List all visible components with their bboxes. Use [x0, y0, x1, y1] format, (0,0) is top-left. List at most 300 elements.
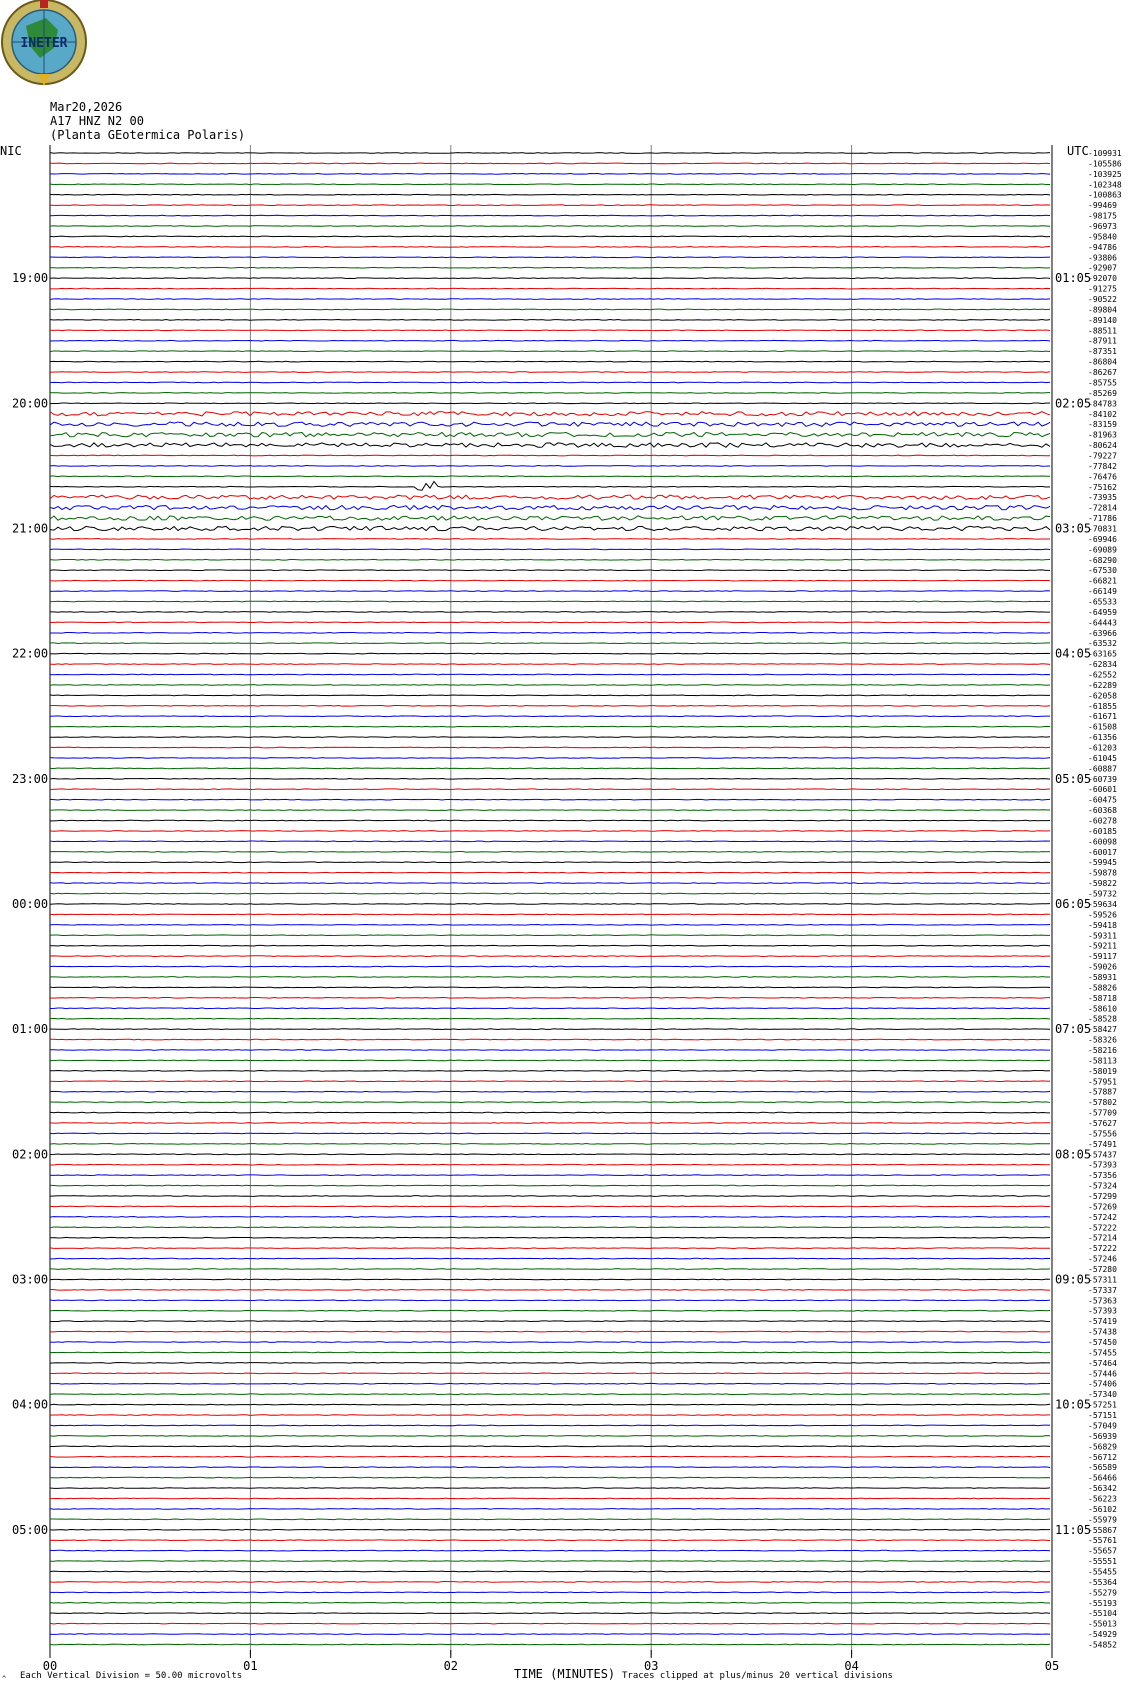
- x-tick-label: 03: [643, 1659, 659, 1673]
- seismic-trace: [50, 1456, 1050, 1457]
- seismic-trace: [50, 1394, 1050, 1395]
- trace-offset-label: -79227: [1088, 451, 1117, 461]
- trace-offset-label: -88511: [1088, 326, 1117, 336]
- seismic-trace: [50, 236, 1050, 237]
- seismic-trace: [50, 1498, 1050, 1499]
- seismic-trace: [50, 340, 1050, 341]
- trace-offset-label: -64959: [1088, 607, 1117, 617]
- trace-offset-label: -60887: [1088, 764, 1117, 774]
- seismic-trace: [50, 1592, 1050, 1593]
- trace-offset-label: -59526: [1088, 910, 1117, 920]
- seismic-trace: [50, 403, 1050, 404]
- trace-offset-label: -71786: [1088, 514, 1117, 523]
- trace-offset-label: -109931: [1088, 149, 1122, 158]
- trace-offset-label: -69089: [1088, 545, 1117, 555]
- seismic-trace: [50, 174, 1050, 175]
- trace-offset-label: -95840: [1088, 232, 1117, 242]
- seismic-trace: [50, 1623, 1050, 1624]
- trace-offset-label: -60017: [1088, 847, 1117, 857]
- trace-offset-label: -60185: [1088, 826, 1117, 836]
- seismic-trace: [50, 351, 1050, 352]
- trace-offset-label: -58528: [1088, 1014, 1117, 1024]
- trace-offset-label: -59311: [1088, 931, 1117, 941]
- seismic-trace: [50, 1196, 1050, 1197]
- trace-offset-label: -98175: [1088, 211, 1117, 221]
- seismic-trace: [50, 288, 1050, 289]
- seismic-trace: [50, 945, 1050, 946]
- seismic-trace: [50, 737, 1050, 738]
- seismic-trace: [50, 1248, 1050, 1249]
- seismic-trace: [50, 1446, 1050, 1447]
- seismic-trace: [50, 1008, 1050, 1009]
- seismic-trace: [50, 747, 1050, 748]
- seismic-trace: [50, 705, 1050, 706]
- trace-offset-label: -57311: [1088, 1275, 1117, 1285]
- trace-offset-label: -63966: [1088, 628, 1117, 638]
- seismic-trace: [50, 1050, 1050, 1051]
- trace-offset-label: -84783: [1088, 399, 1117, 409]
- trace-offset-label: -57393: [1088, 1306, 1117, 1316]
- seismic-trace: [50, 935, 1050, 936]
- seismic-trace: [50, 1290, 1050, 1291]
- seismic-trace: [50, 1602, 1050, 1603]
- seismic-trace: [50, 382, 1050, 383]
- trace-offset-label: -62552: [1088, 670, 1117, 680]
- seismic-trace: [50, 372, 1050, 373]
- seismic-trace: [50, 591, 1050, 592]
- trace-offset-label: -60739: [1088, 774, 1117, 784]
- seismic-trace: [50, 194, 1050, 195]
- trace-offset-label: -57464: [1088, 1358, 1117, 1368]
- trace-offset-label: -57246: [1088, 1254, 1117, 1264]
- seismic-trace: [50, 1123, 1050, 1124]
- trace-offset-label: -80624: [1088, 441, 1117, 450]
- seismic-trace: [50, 455, 1050, 456]
- seismic-trace: [50, 1039, 1050, 1040]
- trace-offset-label: -56712: [1088, 1452, 1117, 1462]
- trace-offset-label: -84102: [1088, 409, 1117, 419]
- seismic-trace: [50, 1227, 1050, 1228]
- trace-offset-label: -96973: [1088, 222, 1117, 231]
- trace-offset-label: -102348: [1088, 180, 1122, 190]
- trace-offset-label: -57324: [1088, 1181, 1117, 1191]
- seismic-trace: [50, 674, 1050, 675]
- trace-offset-label: -57802: [1088, 1098, 1117, 1108]
- trace-offset-label: -57491: [1088, 1139, 1117, 1149]
- right-hour-label: 04:05: [1055, 646, 1092, 661]
- seismic-trace: [50, 643, 1050, 644]
- trace-offset-label: -56342: [1088, 1484, 1117, 1493]
- trace-offset-label: -57242: [1088, 1212, 1117, 1222]
- seismic-trace: [50, 664, 1050, 665]
- trace-offset-label: -87351: [1088, 347, 1117, 357]
- trace-offset-label: -55279: [1088, 1588, 1117, 1598]
- right-hour-label: 03:05: [1055, 521, 1092, 536]
- seismic-trace: [50, 1582, 1050, 1583]
- seismic-trace: [50, 257, 1050, 258]
- trace-offset-label: -56102: [1088, 1504, 1117, 1514]
- ineter-logo: [2, 0, 86, 86]
- seismic-trace: [50, 580, 1050, 581]
- trace-offset-label: -54929: [1088, 1630, 1117, 1640]
- trace-offset-label: -58427: [1088, 1025, 1117, 1035]
- seismic-trace: [50, 987, 1050, 988]
- seismic-trace: [50, 653, 1050, 654]
- trace-offset-label: -57419: [1088, 1317, 1117, 1327]
- trace-offset-label: -57438: [1088, 1327, 1117, 1337]
- seismic-trace: [50, 153, 1050, 154]
- trace-offset-label: -62834: [1088, 660, 1117, 670]
- trace-offset-label: -61671: [1088, 712, 1117, 722]
- trace-offset-label: -60475: [1088, 795, 1117, 805]
- left-hour-label: 23:00: [12, 771, 49, 786]
- right-hour-label: 06:05: [1055, 897, 1092, 911]
- seismic-trace: [50, 841, 1050, 842]
- trace-offset-label: -61356: [1088, 733, 1117, 743]
- seismic-trace: [50, 1488, 1050, 1489]
- seismic-trace: [50, 789, 1050, 790]
- seismic-trace: [50, 1540, 1050, 1541]
- seismic-trace: [50, 1279, 1050, 1280]
- trace-offset-label: -63165: [1088, 649, 1117, 659]
- trace-offset-label: -58326: [1088, 1035, 1117, 1045]
- trace-offset-label: -59117: [1088, 952, 1117, 962]
- left-zone-label: NIC: [0, 144, 22, 158]
- seismic-trace: [50, 1373, 1050, 1374]
- right-hour-label: 02:05: [1055, 396, 1092, 411]
- seismic-trace: [50, 1269, 1050, 1270]
- trace-offset-label: -62058: [1088, 691, 1117, 701]
- scale-note: Each Vertical Division = 50.00 microvolts: [20, 1671, 243, 1681]
- seismic-trace: [50, 1070, 1050, 1071]
- seismic-trace: [50, 601, 1050, 602]
- seismic-trace: [50, 758, 1050, 759]
- date-label: Mar20,2026: [50, 100, 123, 114]
- seismic-trace: [50, 1237, 1050, 1238]
- trace-offset-label: -55979: [1088, 1515, 1117, 1525]
- seismic-trace: [50, 799, 1050, 800]
- seismic-traces: [50, 153, 1050, 1645]
- seismic-trace: [50, 612, 1050, 613]
- trace-offset-label: -55867: [1088, 1525, 1117, 1535]
- seismic-trace: [50, 1383, 1050, 1384]
- seismic-trace: [50, 215, 1050, 216]
- seismic-trace: [50, 632, 1050, 633]
- seismic-trace: [50, 505, 1050, 509]
- right-hour-label: 08:05: [1055, 1147, 1092, 1162]
- trace-offset-label: -86267: [1088, 368, 1117, 377]
- trace-offset-label: -75162: [1088, 482, 1117, 492]
- seismic-trace: [50, 226, 1050, 227]
- trace-offset-label: -73935: [1088, 493, 1117, 503]
- trace-offset-label: -57222: [1088, 1244, 1117, 1254]
- seismic-trace: [50, 810, 1050, 811]
- seismic-trace: [50, 481, 1050, 490]
- seismic-trace: [50, 570, 1050, 571]
- trace-offset-label: -87911: [1088, 336, 1117, 346]
- right-hour-label: 07:05: [1055, 1022, 1092, 1037]
- trace-offset-label: -85755: [1088, 378, 1117, 388]
- seismic-trace: [50, 997, 1050, 998]
- left-hour-label: 02:00: [12, 1147, 49, 1162]
- seismic-trace: [50, 1185, 1050, 1186]
- seismic-trace: [50, 1144, 1050, 1145]
- trace-offset-label: -66149: [1088, 587, 1117, 597]
- seismic-trace: [50, 361, 1050, 362]
- seismic-trace: [50, 1363, 1050, 1364]
- trace-offset-label: -58718: [1088, 993, 1117, 1003]
- trace-offset-label: -59822: [1088, 879, 1117, 889]
- trace-offset-label: -59732: [1088, 889, 1117, 899]
- trace-offset-label: -55013: [1088, 1619, 1117, 1629]
- x-tick-label: 04: [844, 1659, 859, 1673]
- site-label: (Planta GEotermica Polaris): [50, 128, 246, 142]
- trace-offset-label: -63532: [1088, 639, 1117, 649]
- seismic-trace: [50, 1154, 1050, 1155]
- trace-offset-labels: [1088, 149, 1122, 1650]
- station-label: A17 HNZ N2 00: [50, 114, 144, 128]
- trace-offset-label: -57340: [1088, 1390, 1117, 1400]
- trace-offset-label: -68290: [1088, 555, 1117, 565]
- trace-offset-label: -57251: [1088, 1400, 1117, 1410]
- seismic-trace: [50, 1644, 1050, 1645]
- trace-offset-label: -99469: [1088, 201, 1117, 211]
- seismic-trace: [50, 924, 1050, 925]
- trace-offset-label: -61203: [1088, 743, 1117, 753]
- seismic-trace: [50, 1310, 1050, 1311]
- seismic-trace: [50, 393, 1050, 394]
- trace-offset-label: -90522: [1088, 295, 1117, 304]
- trace-offset-label: -69946: [1088, 534, 1117, 544]
- logo-text: INETER: [20, 36, 68, 51]
- seismic-trace: [50, 956, 1050, 957]
- trace-offset-label: -61045: [1088, 753, 1117, 763]
- trace-offset-label: -92070: [1088, 274, 1117, 284]
- trace-offset-label: -57269: [1088, 1202, 1117, 1212]
- seismic-trace: [50, 1561, 1050, 1562]
- seismic-trace: [50, 549, 1050, 550]
- seismic-trace: [50, 1321, 1050, 1322]
- seismic-trace: [50, 977, 1050, 978]
- seismic-trace: [50, 820, 1050, 821]
- x-tick-label: 01: [243, 1659, 258, 1673]
- seismic-trace: [50, 851, 1050, 852]
- trace-offset-label: -65533: [1088, 597, 1117, 607]
- seismic-trace: [50, 526, 1050, 530]
- right-zone-label: UTC: [1067, 144, 1089, 158]
- right-hour-label: 01:05: [1055, 271, 1092, 286]
- seismic-trace: [50, 1352, 1050, 1353]
- trace-offset-label: -56466: [1088, 1473, 1117, 1483]
- right-hour-label: 11:05: [1055, 1522, 1092, 1537]
- left-hour-label: 19:00: [12, 271, 49, 286]
- seismic-trace: [50, 716, 1050, 717]
- trace-offset-label: -86804: [1088, 357, 1117, 367]
- trace-offset-label: -59634: [1088, 900, 1117, 909]
- seismic-trace: [50, 330, 1050, 331]
- trace-offset-label: -57450: [1088, 1338, 1117, 1347]
- seismic-trace: [50, 320, 1050, 321]
- left-hour-label: 03:00: [12, 1272, 49, 1287]
- x-tick-label: 02: [443, 1659, 459, 1673]
- seismic-trace: [50, 516, 1050, 520]
- seismic-trace: [50, 1436, 1050, 1437]
- trace-offset-label: -94786: [1088, 242, 1117, 252]
- seismic-trace: [50, 1529, 1050, 1530]
- trace-offset-label: -57951: [1088, 1077, 1117, 1087]
- seismic-trace: [50, 778, 1050, 779]
- x-tick-label: 05: [1044, 1659, 1060, 1673]
- trace-offset-label: -57363: [1088, 1296, 1117, 1306]
- seismic-trace: [50, 1477, 1050, 1478]
- trace-offset-label: -92907: [1088, 263, 1117, 273]
- seismic-trace: [50, 559, 1050, 560]
- trace-offset-label: -57709: [1088, 1108, 1117, 1118]
- seismic-trace: [50, 1102, 1050, 1103]
- trace-offset-label: -67530: [1088, 566, 1117, 576]
- seismic-trace: [50, 422, 1050, 426]
- trace-offset-label: -55455: [1088, 1567, 1117, 1577]
- trace-offset-label: -55761: [1088, 1536, 1117, 1546]
- trace-offset-label: -103925: [1088, 169, 1122, 179]
- seismic-trace: [50, 539, 1050, 540]
- trace-offset-label: -59418: [1088, 920, 1117, 930]
- seismic-trace: [50, 1258, 1050, 1259]
- seismic-trace: [50, 904, 1050, 905]
- seismic-trace: [50, 726, 1050, 727]
- x-axis-title: TIME (MINUTES): [514, 1667, 616, 1681]
- seismic-trace: [50, 1634, 1050, 1635]
- trace-offset-label: -59878: [1088, 868, 1117, 878]
- seismic-trace: [50, 1613, 1050, 1614]
- seismic-trace: [50, 685, 1050, 686]
- trace-offset-label: -57356: [1088, 1171, 1117, 1181]
- trace-offset-label: -57299: [1088, 1192, 1117, 1201]
- trace-offset-label: -59026: [1088, 962, 1117, 972]
- seismic-trace: [50, 768, 1050, 769]
- trace-offset-label: -55657: [1088, 1546, 1117, 1556]
- left-hour-label: 20:00: [12, 396, 49, 411]
- seismic-trace: [50, 1331, 1050, 1332]
- seismic-trace: [50, 1509, 1050, 1510]
- trace-offset-label: -85269: [1088, 388, 1117, 398]
- trace-offset-label: -93806: [1088, 253, 1117, 263]
- seismic-trace: [50, 309, 1050, 310]
- seismic-trace: [50, 914, 1050, 915]
- trace-offset-label: -60098: [1088, 837, 1117, 847]
- trace-offset-label: -61855: [1088, 701, 1117, 711]
- trace-offset-label: -72814: [1088, 503, 1117, 513]
- trace-offset-label: -66821: [1088, 576, 1117, 586]
- trace-offset-label: -57393: [1088, 1160, 1117, 1170]
- trace-offset-label: -70831: [1088, 524, 1117, 534]
- seismic-trace: [50, 1300, 1050, 1301]
- trace-offset-label: -57556: [1088, 1129, 1117, 1139]
- trace-offset-label: -56829: [1088, 1442, 1117, 1452]
- trace-offset-label: -55551: [1088, 1557, 1117, 1566]
- seismic-trace: [50, 1091, 1050, 1092]
- seismic-trace: [50, 412, 1050, 416]
- seismic-trace: [50, 1018, 1050, 1019]
- trace-offset-label: -81963: [1088, 430, 1117, 440]
- seismic-trace: [50, 1415, 1050, 1416]
- seismic-trace: [50, 163, 1050, 164]
- seismic-trace: [50, 267, 1050, 268]
- trace-offset-label: -56939: [1088, 1431, 1117, 1441]
- trace-offset-label: -89804: [1088, 305, 1117, 315]
- trace-offset-label: -57280: [1088, 1265, 1117, 1274]
- seismic-trace: [50, 247, 1050, 248]
- seismic-trace: [50, 872, 1050, 873]
- seismic-trace: [50, 1217, 1050, 1218]
- trace-offset-label: -57455: [1088, 1348, 1117, 1358]
- seismic-trace: [50, 622, 1050, 623]
- seismic-trace: [50, 1175, 1050, 1176]
- seismic-trace: [50, 831, 1050, 832]
- trace-offset-label: -77842: [1088, 461, 1117, 471]
- seismic-trace: [50, 1550, 1050, 1551]
- seismic-trace: [50, 1404, 1050, 1405]
- trace-offset-label: -60278: [1088, 816, 1117, 826]
- trace-offset-label: -59211: [1088, 941, 1117, 951]
- trace-offset-label: -89140: [1088, 315, 1117, 325]
- trace-offset-label: -58931: [1088, 973, 1117, 982]
- seismic-trace: [50, 495, 1050, 499]
- trace-offset-label: -54852: [1088, 1640, 1117, 1650]
- trace-offset-label: -105586: [1088, 159, 1122, 169]
- trace-offset-label: -56589: [1088, 1463, 1117, 1473]
- scale-marker-icon: ^: [2, 1675, 7, 1683]
- trace-offset-label: -57887: [1088, 1087, 1117, 1097]
- trace-offset-label: -100863: [1088, 190, 1122, 200]
- trace-offset-label: -83159: [1088, 420, 1117, 430]
- trace-offset-label: -58826: [1088, 983, 1117, 993]
- trace-offset-label: -64443: [1088, 618, 1117, 628]
- trace-offset-label: -55193: [1088, 1598, 1117, 1608]
- seismic-trace: [50, 1164, 1050, 1165]
- trace-offset-label: -60368: [1088, 806, 1117, 816]
- trace-offset-label: -58113: [1088, 1056, 1117, 1066]
- left-hour-label: 00:00: [12, 897, 49, 911]
- trace-offset-label: -55104: [1088, 1609, 1117, 1619]
- left-hour-label: 05:00: [12, 1522, 49, 1537]
- trace-offset-label: -91275: [1088, 284, 1117, 294]
- seismic-trace: [50, 184, 1050, 185]
- seismic-trace: [50, 205, 1050, 206]
- seismic-trace: [50, 1112, 1050, 1113]
- trace-offset-label: -57337: [1088, 1285, 1117, 1295]
- x-tick-label: 00: [42, 1659, 58, 1673]
- clip-note: Traces clipped at plus/minus 20 vertical divisions: [622, 1671, 893, 1681]
- seismic-trace: [50, 883, 1050, 884]
- trace-offset-label: -57406: [1088, 1379, 1117, 1389]
- left-hour-label: 22:00: [12, 646, 49, 661]
- seismic-trace: [50, 1029, 1050, 1030]
- trace-offset-label: -57222: [1088, 1223, 1117, 1233]
- trace-offset-label: -60601: [1088, 785, 1117, 795]
- trace-offset-label: -57049: [1088, 1421, 1117, 1431]
- seismic-trace: [50, 966, 1050, 967]
- trace-offset-label: -57151: [1088, 1411, 1117, 1420]
- left-hour-label: 21:00: [12, 521, 49, 536]
- seismic-trace: [50, 1342, 1050, 1343]
- seismic-trace: [50, 1571, 1050, 1572]
- left-hour-label: 01:00: [12, 1022, 49, 1037]
- seismic-trace: [50, 862, 1050, 863]
- seismic-trace: [50, 476, 1050, 477]
- trace-offset-label: -57446: [1088, 1369, 1117, 1379]
- left-hour-label: 04:00: [12, 1397, 49, 1412]
